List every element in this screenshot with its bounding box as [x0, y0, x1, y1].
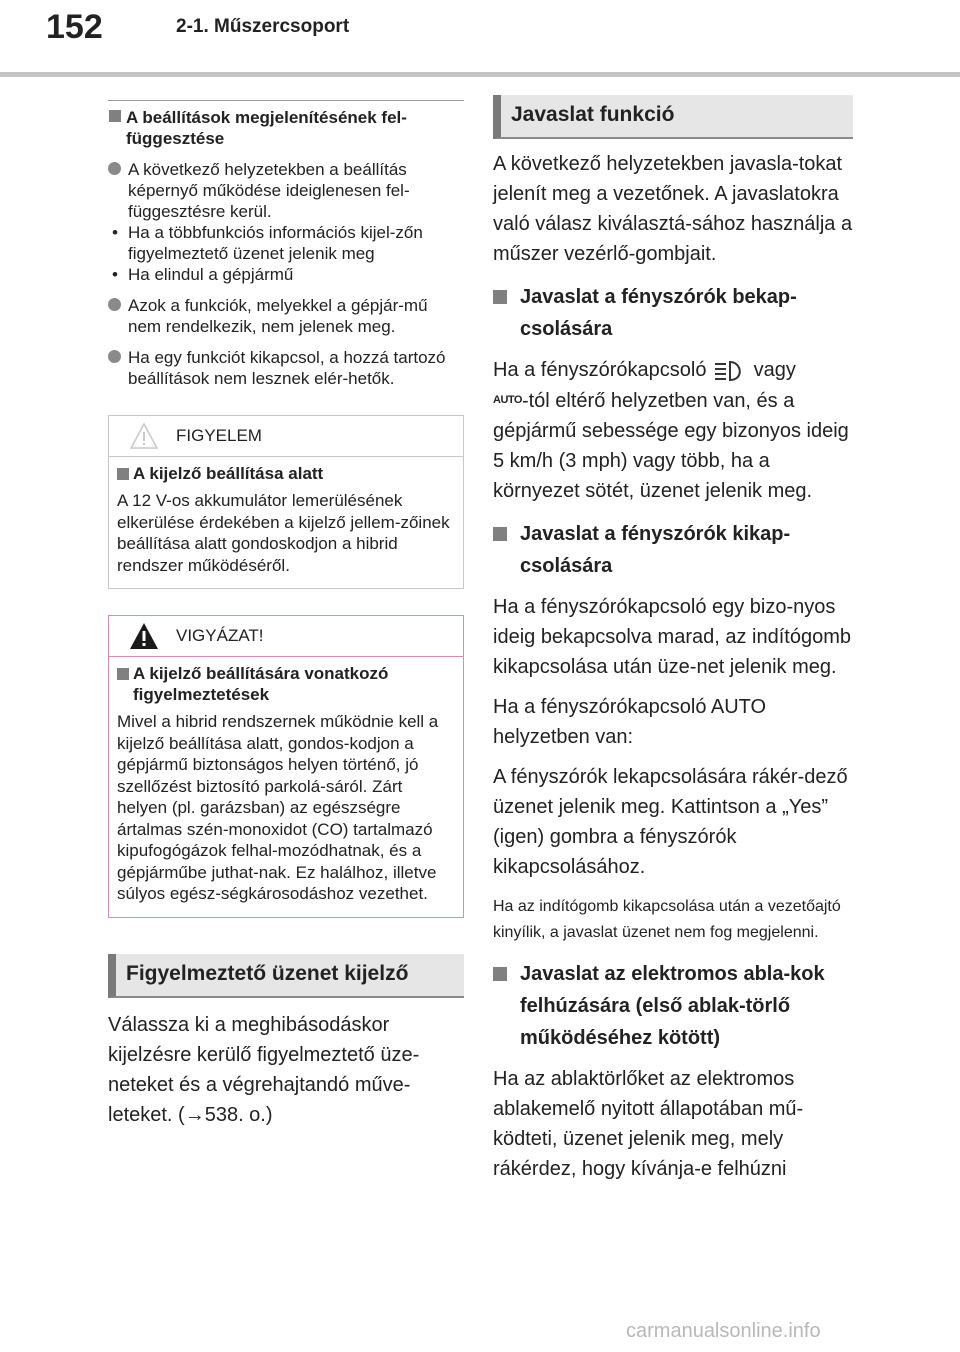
sub-list-item: • Ha elindul a gépjármű — [112, 265, 294, 284]
lights-on-heading: Javaslat a fényszórók bekap-csolására — [493, 281, 853, 345]
left-column — [108, 100, 464, 1130]
warning-triangle-outline-icon — [129, 422, 159, 450]
list-item: A következő helyzetekben a beállítás képernyő működése ideiglenesen fel-függesztésre kerül. — [108, 159, 464, 222]
round-bullet-icon — [108, 298, 121, 311]
caution-text: Mivel a hibrid rendszernek működnie kell a kijelző beállítása alatt, gondos-kodjon a gépjármű biztonságos helyen történő, jó szellőzést biztosító parkolá-sáról. Zárt helyen (pl. garázsban) az egészségre ártalmas szén-monoxidot (CO) tartalmazó kipufogógázok felhal-mozódhatnak, és a gépjárműbe juthat-nak. Ez halálhoz, illetve súlyos egész-ségkárosodáshoz vezethet. — [117, 712, 439, 903]
suggestion-intro: A következő helyzetekben javasla-tokat jelenít meg a vezetőnek. A javaslatokra való válasz kiválasztá-sához használja a műszer vezérlő-gombjait. — [493, 153, 853, 265]
lights-off-text-3: A fényszórók lekapcsolására rákér-dező üzenet jelenik meg. Kattintson a „Yes” (igen) gombra a fényszórók kikapcsolásához. — [493, 766, 848, 878]
suggestion-section-heading: Javaslat funkció — [493, 95, 853, 139]
page-number: 152 — [46, 8, 103, 46]
display-settings-heading: A beállítások megjelenítésének fel-függesztése — [108, 100, 464, 149]
watermark: carmanualsonline.info — [626, 1320, 821, 1342]
square-bullet-icon — [109, 110, 121, 122]
chapter-title: 2-1. Műszercsoport — [176, 16, 350, 37]
square-bullet-icon — [117, 468, 129, 480]
lights-off-heading: Javaslat a fényszórók kikap-csolására — [493, 518, 853, 582]
notice-box — [108, 415, 464, 589]
notice-subtitle: A kijelző beállítása alatt — [117, 463, 453, 484]
header-divider — [0, 72, 960, 77]
warning-message-section-heading: Figyelmeztető üzenet kijelző — [108, 954, 464, 998]
list-item: Azok a funkciók, melyekkel a gépjár-mű nem rendelkezik, nem jelenek meg. — [108, 295, 464, 337]
square-bullet-icon — [493, 527, 507, 541]
caution-subtitle: A kijelző beállítására vonatkozó figyelmeztetések — [117, 663, 453, 705]
warning-triangle-filled-icon — [129, 622, 159, 650]
caution-box — [108, 615, 464, 918]
round-bullet-icon — [108, 162, 121, 175]
right-column — [493, 95, 853, 1184]
round-bullet-icon — [108, 350, 121, 363]
square-bullet-icon — [493, 290, 507, 304]
headlight-icon — [712, 358, 748, 384]
windows-text: Ha az ablaktörlőket az elektromos ablakemelő nyitott állapotában mű-ködteti, üzenet jelenik meg, mely rákérdez, hogy kívánja-e felhúzni — [493, 1068, 804, 1180]
caution-header: VIGYÁZAT! — [109, 616, 463, 657]
windows-heading: Javaslat az elektromos abla-kok felhúzására (első ablak-törlő működéséhez kötött) — [493, 958, 853, 1054]
list-item: Ha egy funkciót kikapcsol, a hozzá tartozó beállítások nem lesznek elér-hetők. — [108, 347, 464, 389]
warning-message-text: Válassza ki a meghibásodáskor kijelzésre kerülő figyelmeztető üze-neteket és a végrehajtandó műve-leteket. (→538. o.) — [108, 1013, 420, 1126]
auto-icon: AUTO — [493, 394, 522, 406]
lights-off-text-1: Ha a fényszórókapcsoló egy bizo-nyos ideig bekapcsolva marad, az indítógomb kikapcsolása után üze-net jelenik meg. — [493, 596, 851, 678]
square-bullet-icon — [117, 668, 129, 680]
lights-off-note: Ha az indítógomb kikapcsolása után a vezetőajtó kinyílik, a javaslat üzenet nem fog megjelenni. — [493, 898, 841, 941]
notice-text: A 12 V-os akkumulátor lemerülésének elkerülése érdekében a kijelző jellem-zőinek beállítása alatt gondoskodjon a hibrid rendszer működéséről. — [117, 491, 450, 575]
lights-on-text: Ha a fényszórókapcsoló vagy $^{AUTO}$-tól eltérő helyzetben van, és a gépjármű sebessége egy bizonyos ideig 5 km/h (3 mph) vagy több, ha a környezet sötét, üzenet jelenik meg. — [493, 359, 849, 502]
square-bullet-icon — [493, 967, 507, 981]
notice-header: FIGYELEM — [109, 416, 463, 457]
sub-list-item: • Ha a többfunkciós információs kijel-zőn figyelmeztető üzenet jelenik meg — [112, 223, 423, 263]
lights-off-text-2: Ha a fényszórókapcsoló AUTO helyzetben van: — [493, 696, 767, 748]
page-header — [0, 0, 960, 80]
